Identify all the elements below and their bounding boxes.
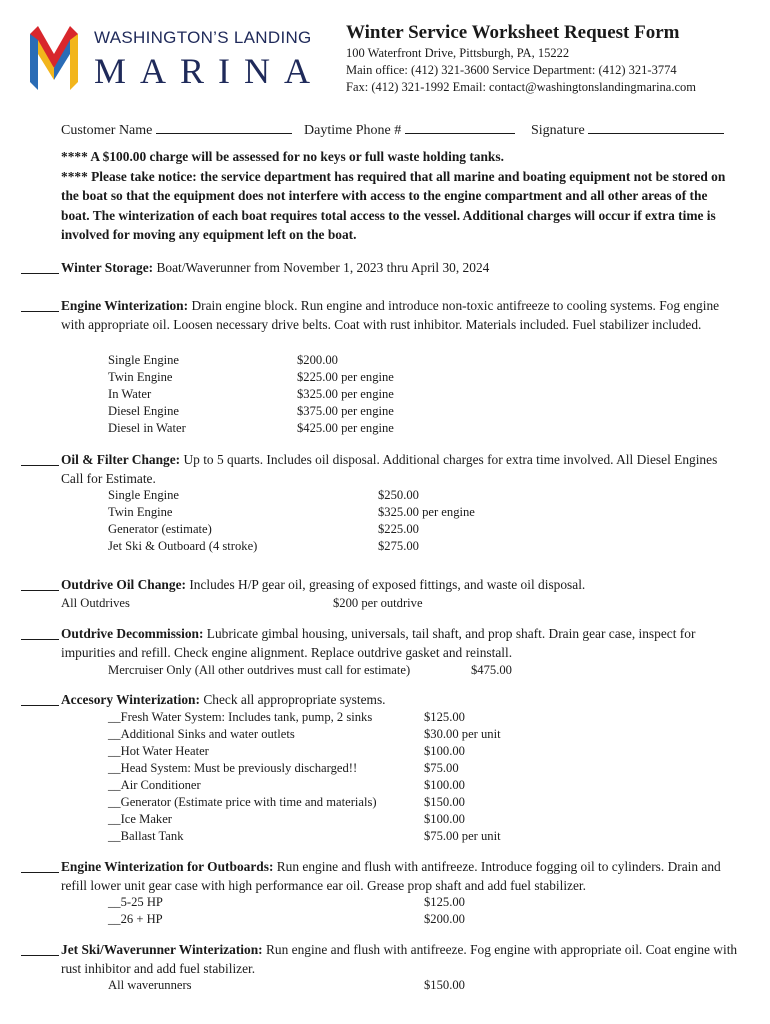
- price-label: All Outdrives: [61, 596, 130, 610]
- notice-block: [61, 147, 729, 245]
- accessory-desc: Check all appropropriate systems.: [199, 692, 386, 707]
- notice-keys: **** A $100.00 charge will be assessed for no keys or full waste holding tanks.: [61, 149, 504, 164]
- accessory-labels: [108, 709, 377, 845]
- price-value: $150.00: [424, 978, 465, 992]
- accessory-item[interactable]: __Additional Sinks and water outlets: [108, 727, 295, 741]
- customer-name-field[interactable]: [61, 122, 292, 139]
- daytime-phone-label: Daytime Phone #: [304, 123, 402, 138]
- price-value: $125.00: [424, 895, 465, 909]
- accessory-item[interactable]: __Fresh Water System: Includes tank, pump, 2 sinks: [108, 710, 373, 724]
- price-value: $150.00: [424, 795, 465, 809]
- price-value: $200 per outdrive: [333, 596, 423, 610]
- price-value: $250.00: [378, 488, 419, 502]
- engine-desc: Drain engine block. Run engine and introduce non-toxic antifreeze to cooling systems. Fog engine with appropriate oil. Loosen necessary drive belts. Coat with rust inhibitor. Materials included. Fuel stabilizer included.: [61, 298, 720, 332]
- oil-labels: [108, 487, 257, 555]
- outboard-checkbox-line[interactable]: [21, 872, 59, 873]
- accessory-item[interactable]: __Hot Water Heater: [108, 744, 209, 758]
- outboard-item[interactable]: __26 + HP: [108, 912, 163, 926]
- customer-name-blank[interactable]: [156, 122, 292, 134]
- price-label: Mercruiser Only (All other outdrives must call for estimate): [108, 663, 411, 677]
- price-value: $100.00: [424, 744, 465, 758]
- price-value: $475.00: [471, 663, 512, 677]
- outboard-item[interactable]: __5-25 HP: [108, 895, 163, 909]
- section-engine-winterization: [61, 297, 741, 334]
- price-label: Twin Engine: [108, 505, 173, 519]
- engine-title: Engine Winterization:: [61, 298, 189, 313]
- accessory-item[interactable]: __Ballast Tank: [108, 829, 184, 843]
- price-value: $30.00 per unit: [424, 727, 501, 741]
- price-value: $100.00: [424, 812, 465, 826]
- section-outdrive-decommission: [61, 625, 741, 662]
- engine-prices: [297, 352, 394, 437]
- price-label: Jet Ski & Outboard (4 stroke): [108, 539, 258, 553]
- oil-title: Oil & Filter Change:: [61, 452, 181, 467]
- accessory-item[interactable]: __Ice Maker: [108, 812, 172, 826]
- accessory-item[interactable]: __Head System: Must be previously discharged!!: [108, 761, 358, 775]
- section-outboard-winterization: [61, 858, 741, 895]
- customer-name-label: Customer Name: [61, 123, 153, 138]
- notice-equipment: **** Please take notice: the service department has required that all marine and boating equipment not be stored on the boat so that the equipment does not interfere with access to the engine compartment and all other areas of the boat. The winterization of each boat requires total access to the vessel. Additional charges will occur if extra time is involved for moving any equipment left on the boat.: [61, 168, 726, 243]
- signature-blank[interactable]: [588, 122, 724, 134]
- outboard-title: Engine Winterization for Outboards:: [61, 859, 274, 874]
- accessory-checkbox-line[interactable]: [21, 705, 59, 706]
- daytime-phone-blank[interactable]: [405, 122, 515, 134]
- section-accessory: [61, 691, 741, 710]
- price-label: In Water: [108, 387, 152, 401]
- daytime-phone-field[interactable]: [304, 122, 515, 139]
- storage-desc: Boat/Waverunner from November 1, 2023 thru April 30, 2024: [153, 260, 490, 275]
- form-title: Winter Service Worksheet Request Form: [346, 22, 680, 43]
- accessory-item[interactable]: __Generator (Estimate price with time and materials): [108, 795, 377, 809]
- price-label: Twin Engine: [108, 370, 173, 384]
- price-value: $425.00 per engine: [297, 421, 394, 435]
- storage-checkbox-line[interactable]: [21, 273, 59, 274]
- section-outdrive-oil: [61, 576, 741, 595]
- logo-text-top: WASHINGTON’S LANDING: [94, 28, 312, 47]
- engine-labels: [108, 352, 186, 437]
- price-label: Single Engine: [108, 353, 180, 367]
- price-value: $125.00: [424, 710, 465, 724]
- outdrive-decom-desc: Lubricate gimbal housing, universals, tail shaft, and prop shaft. Drain gear case, inspect for impurities and refill. Check engine alignment. Replace outdrive gasket and reinstall.: [61, 626, 696, 660]
- engine-checkbox-line[interactable]: [21, 311, 59, 312]
- price-value: $75.00: [424, 761, 459, 775]
- outboard-desc: Run engine and flush with antifreeze. Introduce fogging oil to cylinders. Drain and refill lower unit gear case with high performance ear oil. Grease prop shaft and add fuel stabilizer.: [61, 859, 721, 893]
- jetski-checkbox-line[interactable]: [21, 955, 59, 956]
- oil-prices: [378, 487, 475, 555]
- price-value: $325.00 per engine: [378, 505, 475, 519]
- price-value: $275.00: [378, 539, 419, 553]
- logo-text-bottom: MARINA: [94, 51, 325, 91]
- outboard-prices: [424, 894, 465, 928]
- signature-field[interactable]: [531, 122, 724, 139]
- oil-checkbox-line[interactable]: [21, 465, 59, 466]
- price-value: $225.00: [378, 522, 419, 536]
- price-value: $325.00 per engine: [297, 387, 394, 401]
- contact-line: Fax: (412) 321-1992 Email: contact@washingtonslandingmarina.com: [346, 80, 696, 94]
- marina-logo-mark: [28, 24, 80, 92]
- section-oil-filter: [61, 451, 741, 488]
- price-value: $200.00: [297, 353, 338, 367]
- price-value: $225.00 per engine: [297, 370, 394, 384]
- price-value: $75.00 per unit: [424, 829, 501, 843]
- price-label: All waverunners: [108, 978, 192, 992]
- address-line: 100 Waterfront Drive, Pittsburgh, PA, 15222: [346, 46, 570, 60]
- jetski-desc: Run engine and flush with antifreeze. Fog engine with appropriate oil. Coat engine with rust inhibitor and add fuel stabilizer.: [61, 942, 738, 976]
- section-jetski-winterization: [61, 941, 741, 978]
- outdrive-decom-checkbox-line[interactable]: [21, 639, 59, 640]
- accessory-title: Accesory Winterization:: [61, 692, 200, 707]
- signature-label: Signature: [531, 123, 585, 138]
- price-label: Diesel Engine: [108, 404, 179, 418]
- price-label: Generator (estimate): [108, 522, 212, 536]
- price-label: Single Engine: [108, 488, 180, 502]
- outdrive-decom-title: Outdrive Decommission:: [61, 626, 204, 641]
- outdrive-oil-title: Outdrive Oil Change:: [61, 577, 186, 592]
- price-label: Diesel in Water: [108, 421, 186, 435]
- accessory-prices: [424, 709, 501, 845]
- price-value: $375.00 per engine: [297, 404, 394, 418]
- section-winter-storage: [61, 259, 741, 278]
- jetski-title: Jet Ski/Waverunner Winterization:: [61, 942, 263, 957]
- outdrive-oil-desc: Includes H/P gear oil, greasing of exposed fittings, and waste oil disposal.: [185, 577, 586, 592]
- oil-desc: Up to 5 quarts. Includes oil disposal. Additional charges for extra time involved. All Diesel Engines Call for Estimate.: [61, 452, 718, 486]
- outdrive-oil-checkbox-line[interactable]: [21, 590, 59, 591]
- accessory-item[interactable]: __Air Conditioner: [108, 778, 201, 792]
- price-value: $200.00: [424, 912, 465, 926]
- storage-title: Winter Storage:: [61, 260, 154, 275]
- outboard-labels: [108, 894, 163, 928]
- price-value: $100.00: [424, 778, 465, 792]
- phone-line: Main office: (412) 321-3600 Service Department: (412) 321-3774: [346, 63, 677, 77]
